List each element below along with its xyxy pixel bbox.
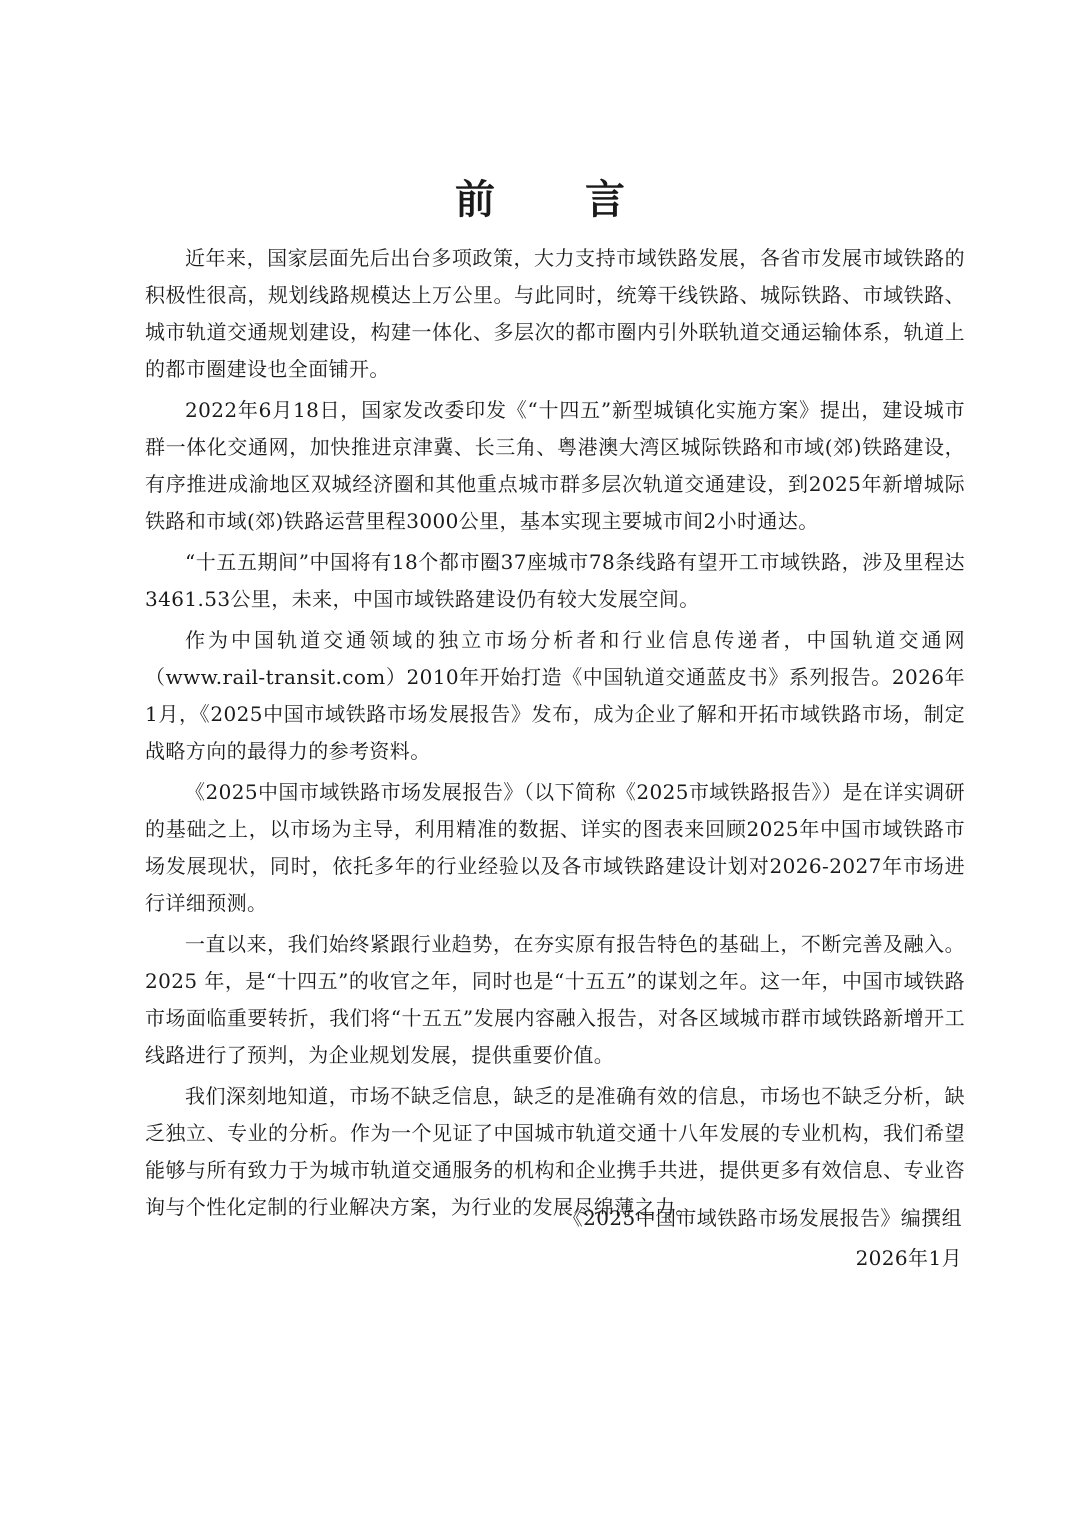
paragraph-6: 一直以来，我们始终紧跟行业趋势，在夯实原有报告特色的基础上，不断完善及融入。2025 年，是“十四五”的收官之年，同时也是“十五五”的谋划之年。这一年，中国市域铁路市场面临重要转折，我们将“十五五”发展内容融入报告，对各区域城市群市域铁路新增开工线路进行了预判，为企业规划发展，提供重要价值。 (145, 932, 965, 1067)
page-title: 前 言 (455, 177, 663, 223)
signature-date: 2026年1月 (855, 1246, 962, 1270)
preface-body (145, 240, 965, 1230)
paragraph-1: 近年来，国家层面先后出台多项政策，大力支持市域铁路发展，各省市发展市域铁路的积极性很高，规划线路规模达上万公里。与此同时，统筹干线铁路、城际铁路、市域铁路、城市轨道交通规划建设，构建一体化、多层次的都市圈内引外联轨道交通运输体系，轨道上的都市圈建设也全面铺开。 (145, 246, 965, 381)
paragraph-3: “十五五期间”中国将有18个都市圈37座城市78条线路有望开工市域铁路，涉及里程达3461.53公里，未来，中国市域铁路建设仍有较大发展空间。 (145, 550, 965, 611)
paragraph-7: 我们深刻地知道，市场不缺乏信息，缺乏的是准确有效的信息，市场也不缺乏分析，缺乏独立、专业的分析。作为一个见证了中国城市轨道交通十八年发展的专业机构，我们希望能够与所有致力于为城市轨道交通服务的机构和企业携手共进，提供更多有效信息、专业咨询与个性化定制的行业解决方案，为行业的发展尽绵薄之力。 (145, 1084, 965, 1219)
paragraph-4: 作为中国轨道交通领域的独立市场分析者和行业信息传递者，中国轨道交通网（www.rail-transit.com）2010年开始打造《中国轨道交通蓝皮书》系列报告。2026年1月，《2025中国市域铁路市场发展报告》发布，成为企业了解和开拓市域铁路市场，制定战略方向的最得力的参考资料。 (145, 628, 965, 763)
paragraph-5: 《2025中国市域铁路市场发展报告》（以下简称《2025市域铁路报告》）是在详实调研的基础之上，以市场为主导，利用精准的数据、详实的图表来回顾2025年中国市域铁路市场发展现状，同时，依托多年的行业经验以及各市域铁路建设计划对2026-2027年市场进行详细预测。 (145, 780, 965, 915)
signature-block (563, 1198, 962, 1278)
paragraph-2: 2022年6月18日，国家发改委印发《“十四五”新型城镇化实施方案》提出，建设城市群一体化交通网，加快推进京津冀、长三角、粤港澳大湾区城际铁路和市域(郊)铁路建设，有序推进成渝地区双城经济圈和其他重点城市群多层次轨道交通建设，到2025年新增城际铁路和市域(郊)铁路运营里程3000公里，基本实现主要城市间2小时通达。 (145, 398, 965, 533)
signature-org: 《2025中国市域铁路市场发展报告》编撰组 (562, 1206, 962, 1230)
